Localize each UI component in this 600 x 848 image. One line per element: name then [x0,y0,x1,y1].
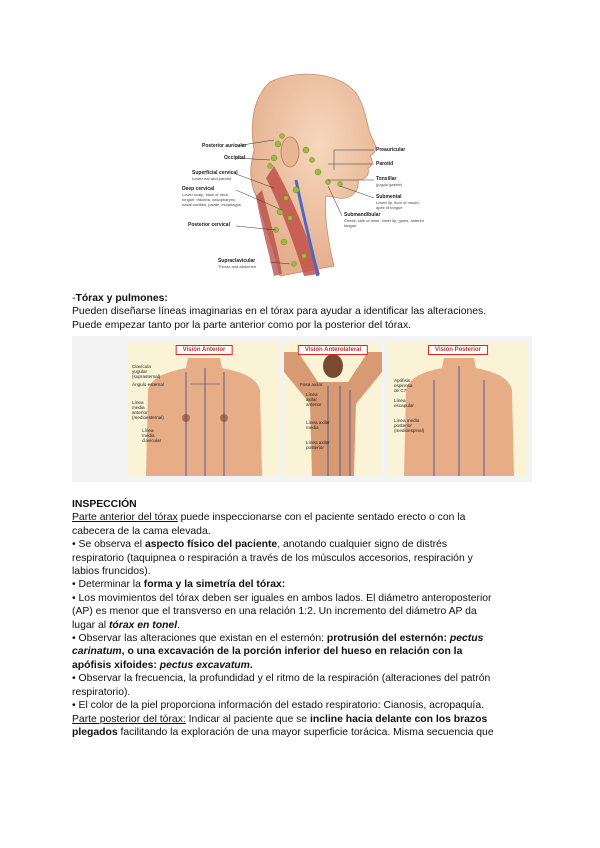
anterior-intro [72,511,532,524]
paragraph-1: Pueden diseñarse líneas imaginarias en el tórax para ayudar a identificar las alteraciones. [72,306,487,318]
b3-line3 [72,619,532,632]
inspection-section [72,498,532,739]
label-linea-2: Línea [142,428,154,433]
b4-bi1: pectus [449,633,484,645]
b4-bi2: carinatum [72,646,122,658]
label-axilar: axilar [306,397,317,402]
b5-line2: respiratorio). [72,686,131,698]
b4-bold2: , o una excavación de la porción inferior del hueso en relación con la [121,646,463,658]
b4-bi3: pectus excavatum [159,659,250,671]
panel-title-posterior: Visión Posterior [428,345,488,355]
b1-bold: aspecto físico del paciente [144,539,278,551]
label-espinosa: espinosa [394,383,413,388]
anterior-torso-drawing [128,342,280,476]
label-medioespinal: (medioespinal) [394,428,425,433]
b5-line1: • Observar la frecuencia, la profundidad y el ritmo de la respiración (alteraciones del patrón [72,673,491,685]
label-submental-sub: Lower lip, floor of mouth, apex of tongue [376,200,420,210]
inspection-heading: INSPECCIÓN [72,499,137,510]
label-yugular: yugular [132,369,148,374]
posterior-bold: incline hacia delante con los brazos [309,713,488,725]
b4-line3 [72,659,532,672]
label-media-2: media [142,433,155,438]
label-linea-post: Línea [394,398,406,403]
posterior-link: Parte posterior del tórax: [72,713,186,725]
thorax-lines-figure [72,336,532,482]
label-suprasternal: (suprasternal) [132,374,161,379]
b4-bold1: protrusión del esternón: [326,633,450,645]
section-heading [72,292,532,305]
label-parotid: Parotid [376,161,394,167]
label-media-al: media [306,425,319,430]
b1-post: , anotando cualquier signo de distrés [277,539,448,551]
anterior-link: Parte anterior del tórax [72,512,178,524]
label-tonsillar-sub: (jugulo gastric) [376,182,403,187]
heading-prefix: - [72,293,76,304]
label-media: media [132,405,145,410]
label-posterior-al: posterior [306,445,324,450]
anterolateral-torso-drawing [284,342,382,476]
label-anterior: anterior [132,410,148,415]
label-posterior-cervical: Posterior cervical [188,222,230,228]
label-fosa-axilar: Fosa axilar [300,382,323,387]
label-supraclavicular-sub: Thorax and abdomen [218,264,257,269]
label-apofisis: Apófisis [394,378,411,383]
posterior-bold2: plegados [72,726,118,738]
b3-line2: (AP) es menor que el transverso en una relación 1:2. Un incremento del diámetro AP da [72,606,477,618]
anterior-line2: cabecera de la cama elevada. [72,525,211,537]
label-submental: Submental [376,194,402,200]
label-supraclavicular: Supraclavicular [218,258,256,264]
label-deep-cervical-sub2: tongue, trachea, nasopharynx, [182,197,237,202]
posterior-torso-drawing [388,342,528,476]
label-clavicula: Clavícula [132,364,151,369]
posterior-intro [72,713,532,726]
label-deep-cervical: Deep cervical [182,186,215,192]
heading-text: Tórax y pulmones: [75,293,168,304]
b4-line2 [72,645,532,658]
label-angulo-esternal: Ángulo esternal [132,382,164,387]
label-superficial-cervical-sub: Lower ear and parotid [192,176,231,181]
posterior-line2 [72,726,532,739]
label-linea-axilar-2: Línea axilar [306,440,330,445]
b4-pre: • Observar las alteraciones que existan en el esternón: [72,633,327,645]
b4-bold3: apófisis xifoides: [72,659,160,671]
b6-line: • El color de la piel proporciona información del estado respiratorio: Cianosis, acropaquía. [72,700,484,712]
label-c7: de C7 [394,388,407,393]
label-anterior-al: anterior [306,402,322,407]
label-posterior-auricular: Posterior auricular [202,143,247,149]
panel-title-anterolateral: Visión Anterolateral [298,345,368,355]
label-linea-media-post: Línea media [394,418,420,423]
b3-pre: lugar al [72,619,109,631]
b3-post: . [177,619,180,631]
label-preauricular: Preauricular [376,147,406,153]
label-superficial-cervical: Superficial cervical [192,170,238,176]
head-neck-lymph-nodes-figure [178,70,430,284]
label-posterior-post: posterior [394,423,412,428]
paragraph-2: Puede empezar tanto por la parte anterior como por la posterior del tórax. [72,319,412,331]
label-medioesternal: (medioesternal) [132,415,164,420]
b3-bi: tórax en tonel [108,619,178,631]
label-escapular: escapular [394,403,414,408]
b2-bold: forma y la simetría del tórax: [143,579,286,591]
b1-line3: labios fruncidos). [72,566,151,578]
label-deep-cervical-sub3: nasal cavities, palate, esophagus [182,202,241,207]
panel-anterolateral [284,342,382,476]
b1-pre: • Se observa el [72,539,145,551]
label-linea-axilar: Línea axilar [306,420,330,425]
bullet-aspecto [72,538,532,551]
posterior-end: facilitando la exploración de una mayor superficie torácica. Misma secuencia que [117,726,494,738]
posterior-mid: Indicar al paciente que se [185,713,310,725]
label-submandibular: Submandibular [344,212,381,218]
label-deep-cervical-sub1: Lower scalp, back of neck, [182,192,230,197]
label-linea: Línea [132,400,144,405]
b4-line1 [72,632,532,645]
bullet-forma [72,578,532,591]
section-torax-heading-block [72,292,532,332]
panel-posterior [388,342,528,476]
b4-end: . [249,659,253,671]
label-tonsillar: Tonsillar [376,176,397,182]
b3-line1: • Los movimientos del tórax deben ser iguales en ambos lados. El diámetro anteroposterior [72,592,492,604]
anterior-rest: puede inspeccionarse con el paciente sentado erecto o con la [177,512,466,524]
label-submandibular-sub: Cheek, side of nose, lower lip, gums, anterior tongue [344,218,425,228]
label-clavicular: clavicular [142,438,162,443]
label-linea-al: Línea [306,392,318,397]
b2-pre: • Determinar la [72,579,144,591]
label-occipital: Occipital [224,155,246,161]
panel-title-anterior: Visión Anterior [176,345,233,355]
b1-line2: respiratorio (taquipnea o respiración a través de los músculos accesorios, respiración y [72,552,473,564]
panel-anterior [128,342,280,476]
